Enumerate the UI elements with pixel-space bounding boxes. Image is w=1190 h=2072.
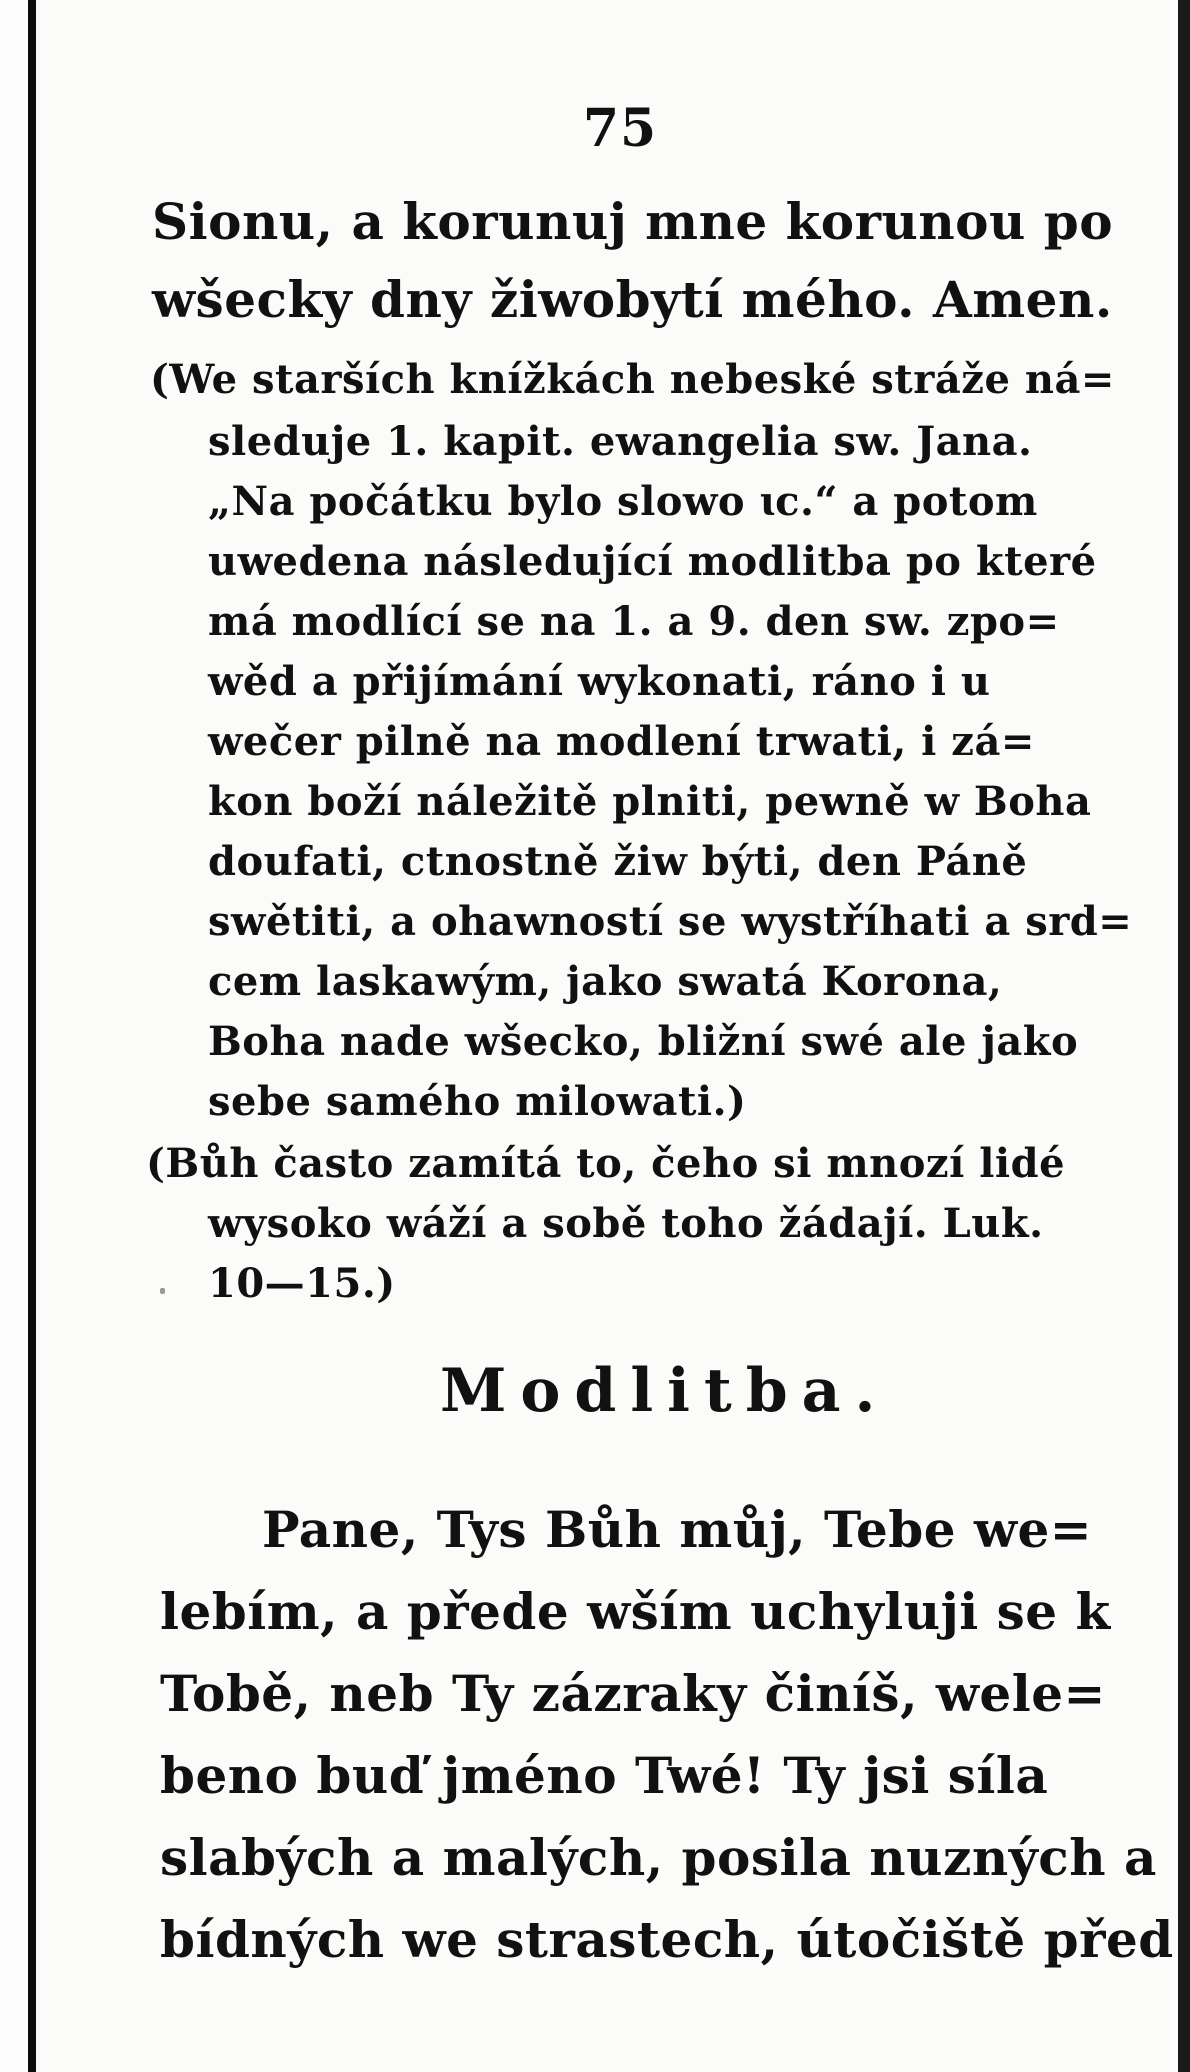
body-line: beno buď jméno Twé! Ty jsi síla bbox=[160, 1746, 1049, 1805]
text-line: cem laskawým, jako swatá Korona, bbox=[208, 958, 1003, 1005]
text-line: „Na počátku bylo slowo ɩc.“ a potom bbox=[208, 478, 1038, 525]
text-line: wěd a přijímání wykonati, ráno i u bbox=[208, 658, 991, 705]
text-line: má modlící se na 1. a 9. den sw. zpo= bbox=[208, 598, 1060, 645]
print-speck bbox=[160, 1288, 165, 1294]
text-line: swětiti, a ohawností se wystříhati a srd= bbox=[208, 898, 1133, 945]
text-line: wysoko wáží a sobě toho žádají. Luk. bbox=[208, 1200, 1044, 1247]
page-number: 75 bbox=[582, 98, 658, 159]
text-line: doufati, ctnostně žiw býti, den Páně bbox=[208, 838, 1028, 885]
text-line: (We starších knížkách nebeské stráže ná= bbox=[150, 356, 1115, 403]
body-line: Pane, Tys Bůh můj, Tebe we= bbox=[262, 1500, 1093, 1559]
text-line: Sionu, a korunuj mne korunou po bbox=[152, 192, 1114, 251]
body-line: slabých a malých, posila nuzných a bbox=[160, 1828, 1157, 1887]
text-line: 10—15.) bbox=[208, 1260, 396, 1307]
text-line: (Bůh často zamítá to, čeho si mnozí lidé bbox=[146, 1140, 1066, 1187]
section-heading: Modlitba. bbox=[440, 1356, 890, 1426]
body-line: Tobě, neb Ty zázraky činíš, wele= bbox=[160, 1664, 1106, 1723]
page-left-edge bbox=[0, 0, 36, 2072]
text-line: wečer pilně na modlení trwati, i zá= bbox=[208, 718, 1035, 765]
text-line: sebe samého milowati.) bbox=[208, 1078, 747, 1125]
text-line: Boha nade wšecko, bližní swé ale jako bbox=[208, 1018, 1079, 1065]
body-line: bídných we strastech, útočiště před bbox=[160, 1910, 1174, 1969]
body-line: lebím, a přede wším uchyluji se k bbox=[160, 1582, 1111, 1641]
text-line: wšecky dny žiwobytí mého. Amen. bbox=[152, 270, 1113, 329]
page-right-edge bbox=[1178, 0, 1190, 2072]
text-line: sleduje 1. kapit. ewangelia sw. Jana. bbox=[208, 418, 1033, 465]
text-line: uwedena následující modlitba po které bbox=[208, 538, 1097, 585]
text-line: kon boží náležitě plniti, pewně w Boha bbox=[208, 778, 1092, 825]
